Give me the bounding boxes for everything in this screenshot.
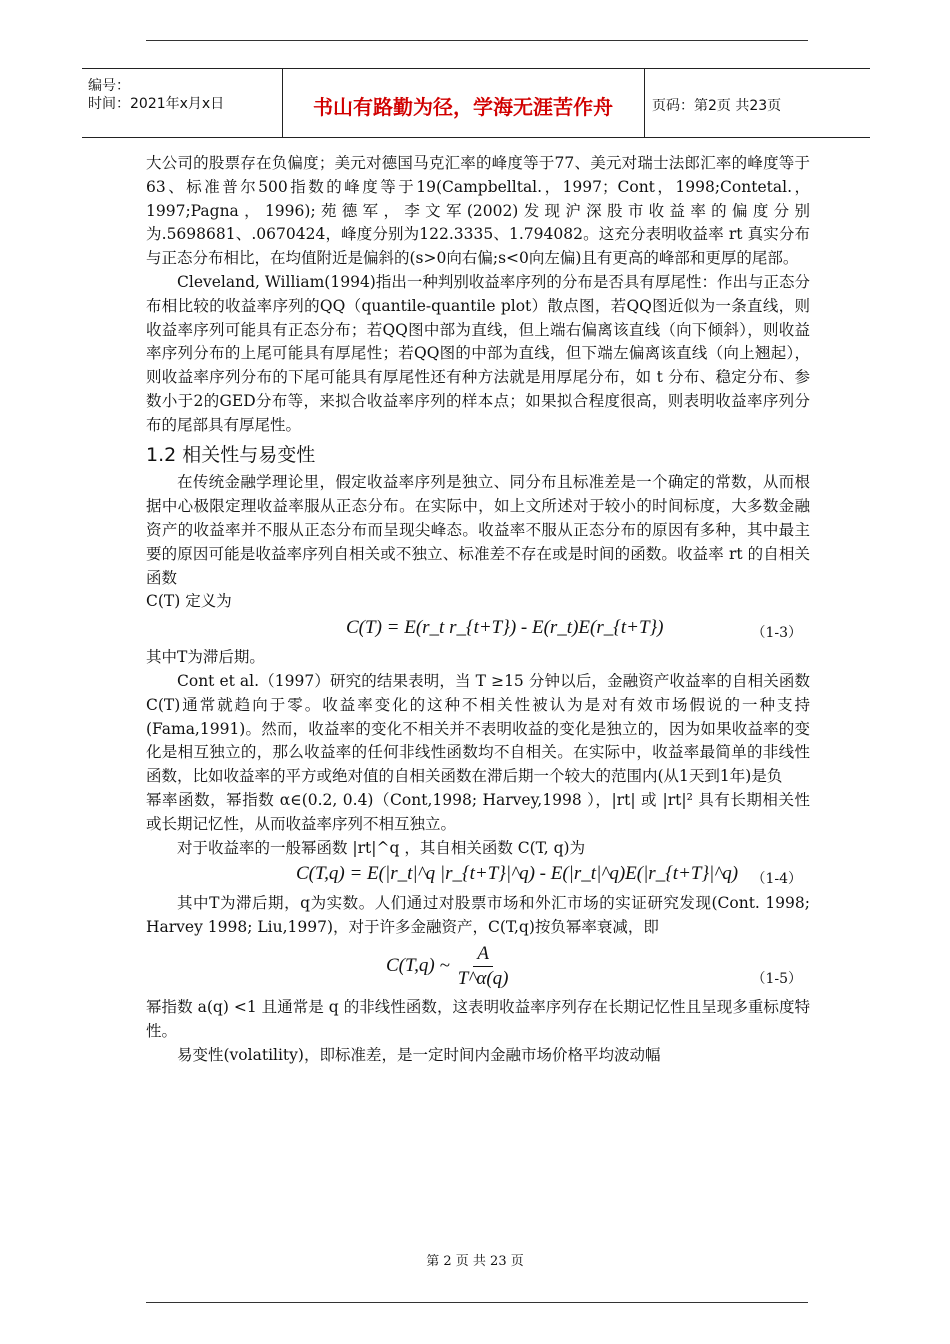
footer-page-number: 第 2 页 共 23 页	[426, 1254, 524, 1269]
paragraph-1: 大公司的股票存在负偏度；美元对德国马克汇率的峰度等于77、美元对瑞士法郎汇率的峰度等于63、标准普尔500指数的峰度等于19(Campbelltal.，1997；Cont，1998;Contetal.，1997;Pagna，1996);苑德军，李文军(2002)发现沪深股市收益率的偏度分别为.5698681、.0670424，峰度分别为122.3335、1.794082。这充分表明收益率 rt 真实分布与正态分布相比，在均值附近是偏斜的(s>0向右偏;s<0向左偏)且有更高的峰部和更厚的尾部。	[146, 154, 810, 268]
equation-1-5-numerator: A	[473, 942, 493, 967]
equation-1-3	[146, 616, 810, 644]
paragraph-7: 其中T为滞后期，q为实数。人们通过对股票市场和外汇市场的实证研究发现(Cont. 1998; Harvey 1998; Liu,1997)，对于许多金融资产，C(T,q)按负幂率衰减，即	[146, 894, 810, 937]
bottom-rule	[146, 1302, 808, 1303]
equation-1-4-formula: C(T,q) = E(|r_t|^q |r_{t+T}|^q) - E(|r_t|^q)E(|r_{t+T}|^q)	[296, 863, 739, 885]
paragraph-5b: 幂率函数，幂指数 α∈(0.2, 0.4)（Cont,1998; Harvey,1998 ），|rt| 或 |rt|² 具有长期相关性或长期记忆性，从而收益率序列不相互独立。	[146, 790, 810, 833]
paragraph-6: 对于收益率的一般幂函数 |rt|^q ，其自相关函数 C(T, q)为	[177, 838, 586, 857]
header-page-cell	[644, 69, 870, 137]
equation-1-4-number: （1-4）	[751, 871, 802, 888]
paragraph-9: 易变性(volatility)，即标准差，是一定时间内金融市场价格平均波动幅	[177, 1045, 661, 1064]
equation-1-4	[146, 862, 810, 890]
paragraph-3: 在传统金融学理论里，假定收益率序列是独立、同分布且标准差是一个确定的常数，从而根据中心极限定理收益率服从正态分布。在实际中，如上文所述对于较小的时间标度，大多数金融资产的收益率并不服从正态分布而呈现尖峰态。收益率不服从正态分布的原因有多种，其中最主要的原因可能是收益率序列自相关或不独立、标准差不存在或是时间的函数。收益率 rt 的自相关函数	[146, 473, 810, 587]
header-meta	[82, 69, 283, 137]
paragraph-4: 其中T为滞后期。	[146, 648, 265, 667]
equation-1-5-formula	[386, 942, 512, 991]
equation-1-5-number: （1-5）	[751, 970, 802, 987]
header-motto: 书山有路勤为径，学海无涯苦作舟	[313, 95, 613, 119]
paragraph-5: Cont et al.（1997）研究的结果表明，当 T ≥15 分钟以后，金融资产收益率的自相关函数 C(T)通常就趋向于零。收益率变化的这种不相关性被认为是对有效市场假说的一种支持(Fama,1991)。然而，收益率的变化不相关并不表明收益的变化是独立的，因为如果收益率的变化是相互独立的，那么收益率的任何非线性函数均不自相关。在实际中，收益率最简单的非线性函数，比如收益率的平方或绝对值的自相关函数在滞后期一个较大的范围内(从1天到1年)是负	[146, 671, 810, 786]
document-body	[146, 152, 810, 1067]
page-label: 页码：第2页 共23页	[652, 98, 782, 114]
paragraph-2: Cleveland, William(1994)指出一种判别收益率序列的分布是否具有厚尾性：作出与正态分布相比较的收益率序列的QQ（quantile-quantile plot）散点图，若QQ图近似为一条直线，则收益率序列可能具有正态分布；若QQ图中部为直线，但上端右偏离该直线（向下倾斜），则收益率序列分布的上尾可能具有厚尾性；若QQ图的中部为直线，但下端左偏离该直线（向上翘起），则收益率序列分布的下尾可能具有厚尾性还有种方法就是用厚尾分布，如 t 分布、稳定分布、参数小于2的GED分布等，来拟合收益率序列的样本点；如果拟合程度很高，则表明收益率序列分布的尾部具有厚尾性。	[146, 272, 810, 434]
number-label: 编号：	[88, 78, 130, 94]
equation-1-3-number: （1-3）	[751, 625, 802, 642]
equation-1-5-fraction	[454, 942, 513, 991]
equation-1-5-lhs: C(T,q) ~	[386, 955, 450, 977]
header-motto-cell	[282, 69, 645, 137]
page-header	[82, 68, 870, 138]
time-label: 时间：2021年x月x日	[88, 96, 225, 112]
equation-1-5-denominator: T^α(q)	[457, 967, 509, 989]
equation-1-3-formula: C(T) = E(r_t r_{t+T}) - E(r_t)E(r_{t+T})	[346, 617, 664, 639]
top-rule	[146, 40, 808, 41]
paragraph-8: 幂指数 a(q) <1 且通常是 q 的非线性函数，这表明收益率序列存在长期记忆性且呈现多重标度特性。	[146, 997, 810, 1040]
equation-1-5	[146, 942, 810, 994]
paragraph-3b: C(T) 定义为	[146, 592, 232, 611]
section-title: 1.2 相关性与易变性	[146, 443, 316, 466]
